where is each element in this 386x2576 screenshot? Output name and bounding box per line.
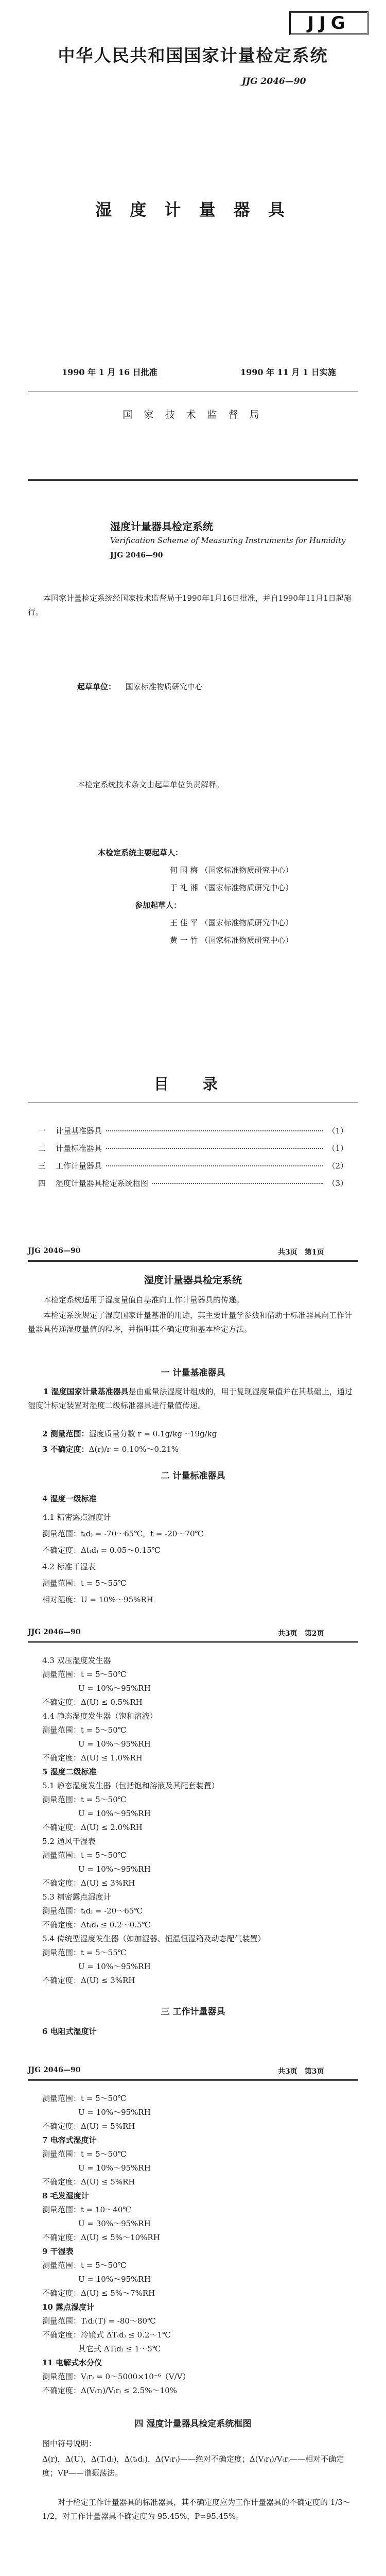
section-3-title: 三 工作计量器具 [161,2007,225,2017]
title-page-divider [28,479,358,481]
page3-line: 测量范围：t = 10～40℃ [42,2205,132,2214]
title-page-english-title: Verification Scheme of Measuring Instruments for Humidity [110,536,346,545]
approval-dates [62,366,336,378]
page2-line: U = 10%～95%RH [78,1809,151,1818]
page2-line: 5.4 传统型湿度发生器（如加湿器、恒温恒湿箱及动态配气装置） [42,1934,266,1943]
page3-line: 不确定度：Δ(U) ≤ 5%～10%RH [42,2233,160,2242]
toc-item[interactable] [38,1160,348,1171]
page2-line: 不确定度：Δ(U) ≤ 1.0%RH [42,1753,143,1762]
page2-line: 不确定度：Δt₍d₎ ≤ 0.2～0.5℃ [42,1920,151,1929]
page3-header-left: JJG 2046—90 [28,2066,81,2074]
title-page-intro: 本国家计量检定系统经国家技术监督局于1990年1月16日批准，并自1990年11月1日起施行。 [28,594,352,617]
page2-line: U = 10%～95%RH [78,1739,151,1749]
item-4-1: 4.1 精密露点湿度计 [42,1513,111,1522]
page3-line: U = 10%～95%RH [78,2163,151,2173]
participant-name: 黄 一 竹 [170,936,198,945]
page3-line: U = 10%～95%RH [78,2275,151,2284]
toc-page: （2） [327,1161,348,1171]
page3-body [42,2092,361,2398]
page3-line: 不确定度：Δ(U) ≤ 5%～7%RH [42,2289,155,2298]
drafting-unit-name: 国家标准物质研究中心 [125,682,203,691]
page2-line: U = 10%～95%RH [78,1962,151,1971]
section-2-title: 二 计量标准器具 [161,1471,225,1481]
drafting-unit [77,680,203,694]
page1-para1: 本检定系统适用于湿度量值自基准向工作计量器具的传递。 [43,1295,244,1304]
page2-line: 测量范围：t = 5～50℃ [42,1795,127,1804]
title-page-code: JJG 2046—90 [110,551,163,560]
page2-line: 不确定度：Δ(U) ≤ 2.0%RH [42,1823,143,1832]
page3-line: 11 电解式水分仪 [42,2358,102,2367]
page3-line: 8 毛发湿度计 [42,2191,89,2200]
page3-line: 9 干湿表 [42,2247,74,2256]
participants-label: 参加起草人： [135,901,182,910]
item-4-1-b: 不确定度：Δt₍d₎ = 0.05～0.15℃ [42,1546,161,1555]
participant-unit: （国家标准物质研究中心） [200,936,293,945]
toc-title: 目 录 [153,1075,233,1093]
page3-line: 7 电容式湿度计 [42,2136,97,2145]
drafter-unit: （国家标准物质研究中心） [200,866,293,875]
page3-line: 10 露点湿度计 [42,2302,95,2312]
page2-line: 测量范围：t = 5～50℃ [42,1851,127,1860]
drafter-row [170,881,293,895]
item-6: 6 电阻式湿度计 [42,2027,97,2036]
page2-line: 测量范围：t₍d₎ = -20～65℃ [42,1906,143,1916]
page2-line: 测量范围：t = 5～55℃ [42,1948,127,1957]
issuing-authority: 国 家 技 术 监 督 局 [122,409,264,420]
item-4-2: 4.2 标准干湿表 [42,1562,96,1571]
title-page-title: 湿度计量器具检定系统 [110,520,213,533]
toc-item[interactable] [38,1143,348,1154]
toc-num: 二 [38,1144,46,1153]
page3-line: 测量范围：T₍d₎(T) = -80～80℃ [42,2316,156,2326]
page2-line: 5.3 精密露点湿度计 [42,1892,111,1902]
legend-note: 对于检定工作计量器具的标准器具，其不确定度应为工作计量器具的不确定度的 1/3～1/2，对工作计量器具不确定度为 95.45%，P=95.45%。 [42,2498,350,2521]
drafter-row [170,863,293,877]
toc-num: 一 [38,1126,46,1136]
toc-label: 计量标准器具 [56,1144,102,1153]
page2-header-left: JJG 2046—90 [28,1628,81,1636]
item-4: 4 湿度一级标准 [42,1494,97,1503]
page3-header-right: 共3页 第3页 [278,2067,324,2076]
page2-line: 5.1 静态湿度发生器（包括饱和溶液及其配套装置） [42,1781,219,1790]
page1-para2: 本检定系统规定了湿度国家计量基准的用途，其主要计量学参数和借助于标准器具向工作计量器具传递湿度量值的程序，并指明其不确定度和基本检定方法。 [28,1311,353,1334]
main-drafters-label: 本检定系统主要起草人： [98,848,183,857]
page2-line: 4.4 静态湿度发生器（饱和溶液） [42,1711,157,1721]
item-4-1-a: 测量范围：t₍d₎ = -70～65℃，t = -20～70℃ [42,1529,204,1538]
item-4-2-b: 相对湿度：U = 10%～95%RH [42,1595,153,1604]
page2-line: 测量范围：t = 5～50℃ [42,1725,127,1735]
page2-line: 4.3 双压湿度发生器 [42,1656,111,1665]
page2-line: 不确定度：Δ(U) ≤ 3%RH [42,1976,135,1985]
page2-line: 不确定度：Δ(U) ≤ 0.5%RH [42,1698,143,1707]
page2-body [42,1654,361,1988]
drafting-unit-label: 起草单位： [77,682,116,691]
page2-line: 5 湿度二级标准 [42,1767,97,1776]
page3-line: U = 10%～95%RH [78,2108,151,2117]
section-1-title: 一 计量基准器具 [161,1368,225,1378]
page2-line: 测量范围：t = 5～50℃ [42,1670,127,1679]
page3-line: 其它式 ΔT₍d₎ ≤ 1～5℃ [78,2344,161,2353]
participant-name: 王 佳 平 [170,918,198,927]
page1-header-left: JJG 2046—90 [28,1247,81,1255]
page3-line: 测量范围：t = 5～50℃ [42,2261,127,2270]
item-3 [42,1443,179,1456]
page2-line: U = 10%～95%RH [78,1865,151,1874]
item-1-text: 是由重量法湿度计组成的，用于复现湿度量值并在其基础上，通过湿度计标定装置对湿度二级标准器具进行量值传递。 [28,1387,353,1410]
page3-line: 不确定度：Δ(U) = 5%RH [42,2122,135,2131]
drafter-name: 于 礼 湘 [170,883,198,892]
participant-row [170,916,293,930]
toc-label: 计量基准器具 [56,1126,102,1136]
cover-document-name: 湿 度 计 量 器 具 [95,200,291,219]
page2-line: U = 10%～95%RH [78,1684,151,1693]
item-2-text: 湿度质量分数 r = 0.1g/kg～19g/kg [89,1429,217,1438]
cover-standard-code: JJG 2046—90 [242,76,306,87]
item-3-label: 3 不确定度： [42,1445,89,1454]
effective-date: 1990 年 11 月 1 日实施 [240,367,336,377]
toc-label: 工作计量器具 [56,1161,102,1171]
item-2 [42,1427,217,1441]
toc-label: 湿度计量器具检定系统框图 [56,1179,149,1188]
page3-line: 不确定度：Δ(V₍r₎)/V₍r₎ ≤ 2.5%～10% [42,2386,177,2395]
toc-page: （1） [327,1126,348,1136]
toc-num: 三 [38,1161,46,1171]
jjg-logo: JJG [289,11,369,35]
participant-unit: （国家标准物质研究中心） [200,918,293,927]
toc-page: （1） [327,1144,348,1153]
toc-page: （3） [327,1179,348,1188]
legend-text: Δ(r)，Δ(U)，Δ(T₍d₎)，Δ(t₍d₎)，Δ(V₍r₎)——绝对不确定度；Δ(V₍r₎)/V₍r₎——相对不确定度；VP——谱振荡法。 [42,2454,344,2478]
section-4-title: 四 湿度计量器具检定系统框图 [134,2419,252,2429]
standard-title: 中华人民共和国国家计量检定系统 [58,45,328,65]
page3-line: 测量范围：V₍r₎ = 0～5000×10⁻⁶（V/V） [42,2372,190,2381]
item-2-label: 2 测量范围： [42,1429,89,1438]
page1-title: 湿度计量器具检定系统 [144,1275,242,1286]
page2-header-right: 共3页 第2页 [278,1630,324,1638]
page2-line: 不确定度：Δ(U) ≤ 3%RH [42,1878,135,1888]
page3-line: 不确定度：Δ(U) ≤ 5%RH [42,2177,135,2187]
page2-line: 5.2 通风干湿表 [42,1837,96,1846]
page1-header-right: 共3页 第1页 [278,1248,324,1257]
toc-item[interactable] [38,1178,348,1189]
page1-header-rule [28,1260,358,1262]
legend-title: 图中符号说明： [42,2439,97,2448]
drafter-unit: （国家标准物质研究中心） [200,883,293,892]
item-1-label: 1 湿度国家计量基准器具 [43,1387,129,1396]
approved-date: 1990 年 1 月 16 日批准 [62,367,157,377]
page3-line: 测量范围：t = 5～50℃ [42,2094,127,2103]
page3-header-rule [28,2079,358,2081]
page3-line: U = 30%～95%RH [78,2219,151,2228]
toc-num: 四 [38,1179,46,1188]
interpretation-note: 本检定系统技术条文由起草单位负责解释。 [77,780,224,789]
page3-line: 不确定度：冷镜式 ΔT₍d₎ ≤ 0.2～1℃ [42,2330,171,2340]
item-1 [28,1385,357,1413]
item-3-text: Δ(r)/r = 0.10%～0.21% [89,1445,179,1454]
page2-header-rule [28,1641,358,1643]
participant-row [170,934,293,947]
toc-item[interactable] [38,1125,348,1136]
page3-line: 测量范围：t = 5～50℃ [42,2149,127,2159]
drafter-name: 何 国 梅 [170,866,198,875]
item-4-2-a: 测量范围：t = 5～55℃ [42,1579,127,1588]
